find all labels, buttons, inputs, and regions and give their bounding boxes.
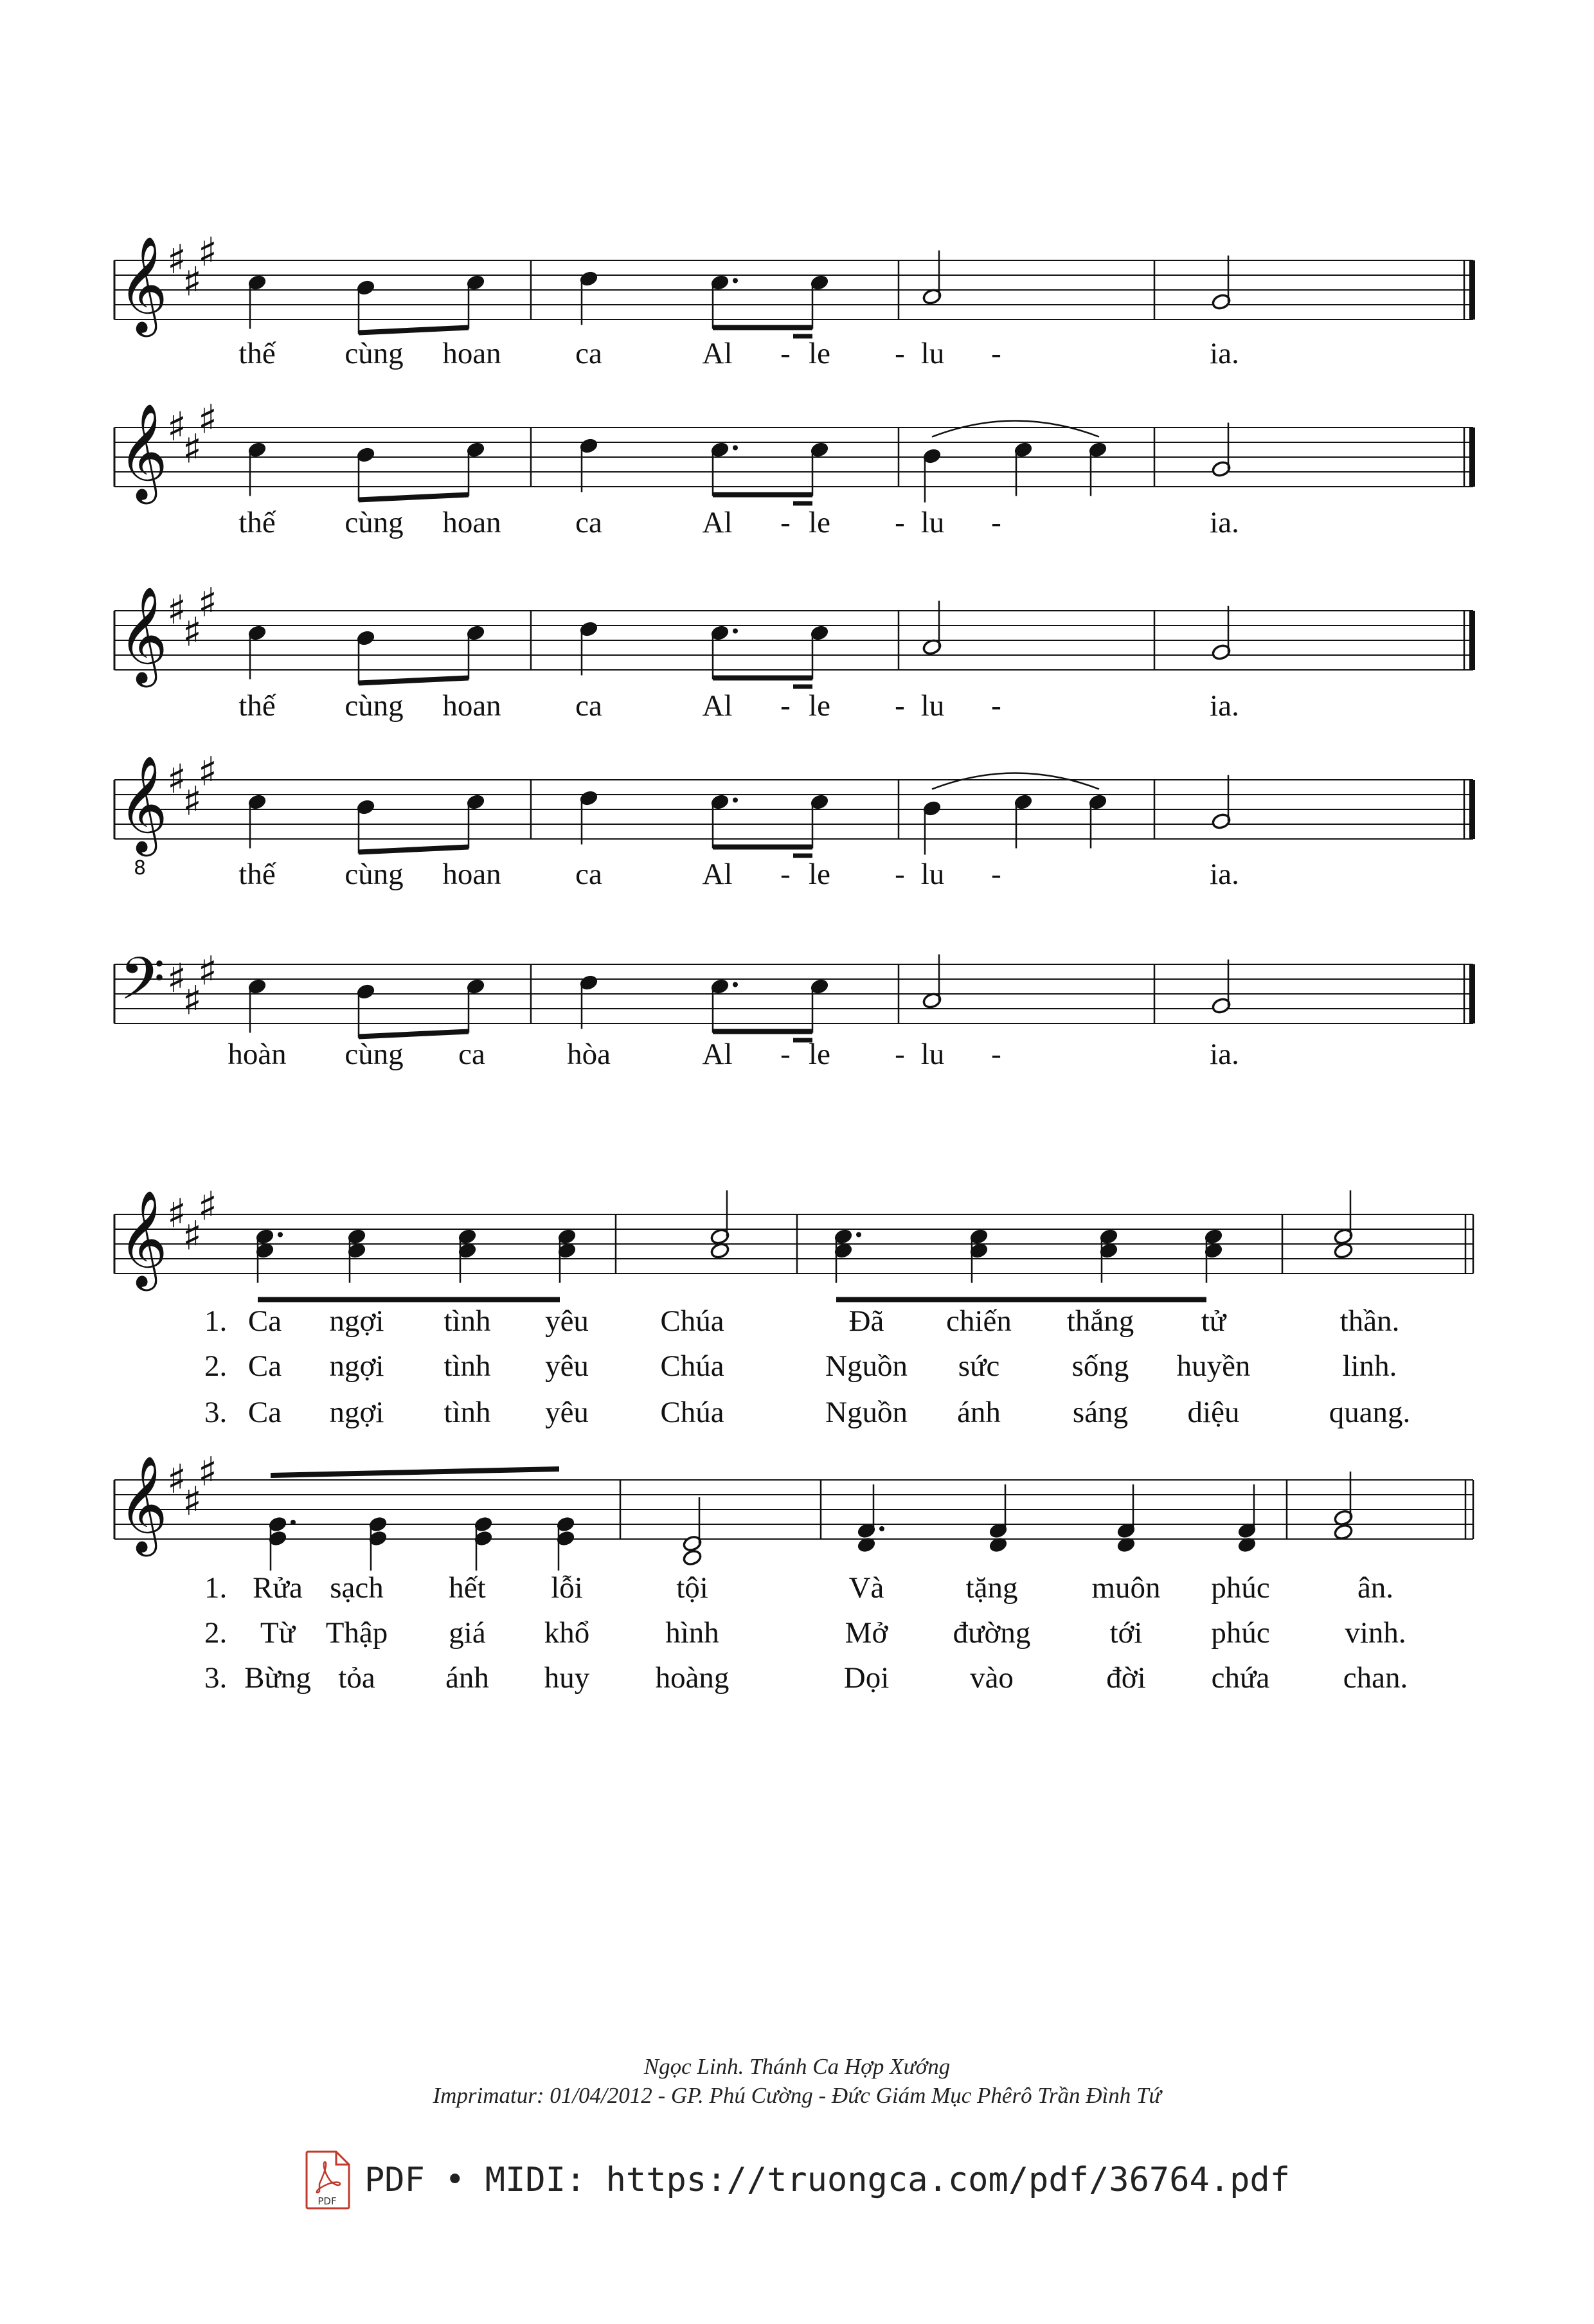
lyric-syllable: sống <box>1071 1349 1129 1383</box>
lyric-syllable: thế <box>238 506 276 539</box>
lyric-syllable: sức <box>958 1349 1000 1383</box>
lyric-syllable: Mở <box>845 1616 888 1650</box>
final-barline <box>1469 964 1475 1023</box>
lyric-syllable: thế <box>238 689 276 723</box>
lyric-syllable: hết <box>449 1571 486 1605</box>
lyric-syllable: sạch <box>330 1571 384 1605</box>
final-barline <box>1469 611 1475 670</box>
lyric-syllable: Al <box>702 337 733 370</box>
lyric-syllable: - <box>895 1038 905 1071</box>
lyric-syllable: Al <box>702 1038 733 1071</box>
lyric-syllable: lỗi <box>551 1571 583 1605</box>
note-head <box>1333 1523 1353 1540</box>
verse-number: 3. <box>204 1396 228 1429</box>
lyric-syllable: le <box>809 858 830 891</box>
lyric-syllable: ca <box>575 689 602 723</box>
beam <box>258 1297 560 1302</box>
lyric-syllable: chan. <box>1343 1661 1408 1695</box>
lyric-syllable: - <box>991 506 1001 539</box>
lyric-syllable: ia. <box>1210 858 1239 891</box>
lyrics <box>204 337 1410 1695</box>
treble-clef: 𝄞 <box>118 1454 168 1553</box>
lyric-syllable: ia. <box>1210 337 1239 370</box>
sharp-sign: ♯ <box>183 258 202 305</box>
lyric-syllable: Dọi <box>843 1661 890 1695</box>
lyric-syllable: ngợi <box>329 1304 384 1338</box>
lyric-syllable: - <box>895 858 905 891</box>
beam <box>836 1297 1206 1302</box>
lyric-syllable: ngợi <box>329 1396 384 1429</box>
lyric-syllable: chứa <box>1211 1661 1270 1695</box>
lyric-syllable: tặng <box>965 1571 1018 1605</box>
lyric-syllable: Al <box>702 506 733 539</box>
lyric-syllable: yêu <box>545 1349 589 1383</box>
lyric-syllable: hòa <box>567 1038 611 1071</box>
lyric-syllable: - <box>991 858 1001 891</box>
final-barline <box>1469 428 1475 487</box>
lyric-syllable: Thập <box>325 1616 388 1650</box>
download-link-row[interactable] <box>0 2150 1594 2210</box>
lyric-syllable: tình <box>443 1304 491 1338</box>
lyric-syllable: phúc <box>1211 1571 1270 1605</box>
beam <box>713 492 812 498</box>
slur <box>932 773 1099 789</box>
lyric-syllable: lu <box>920 689 945 723</box>
verse-number: 3. <box>204 1661 228 1695</box>
verse-number: 2. <box>204 1349 228 1383</box>
lyric-syllable: tử <box>1201 1304 1226 1338</box>
lyric-syllable: Al <box>702 689 733 723</box>
lyric-syllable: khổ <box>544 1616 590 1650</box>
beam <box>713 676 812 681</box>
lyric-syllable: - <box>780 1038 791 1071</box>
octave-mark: 8 <box>134 857 147 880</box>
sharp-sign: ♯ <box>167 1455 187 1502</box>
lyric-syllable: phúc <box>1211 1616 1270 1650</box>
lyric-syllable: lu <box>920 858 945 891</box>
sharp-sign: ♯ <box>198 947 218 995</box>
lyric-syllable: cùng <box>345 506 404 539</box>
lyric-syllable: - <box>895 337 905 370</box>
lyric-syllable: yêu <box>545 1396 589 1429</box>
sharp-sign: ♯ <box>167 236 187 283</box>
lyric-syllable: le <box>809 1038 830 1071</box>
treble-clef: 𝄞 <box>118 235 168 333</box>
sharp-sign: ♯ <box>183 425 202 473</box>
lyric-syllable: hoan <box>442 337 501 370</box>
dot <box>733 982 738 987</box>
lyric-syllable: ca <box>575 506 602 539</box>
beam <box>793 685 812 689</box>
lyric-syllable: tội <box>676 1571 708 1605</box>
lyric-syllable: giá <box>449 1616 486 1650</box>
lyric-syllable: ngợi <box>329 1349 384 1383</box>
lyric-syllable: sáng <box>1072 1396 1129 1429</box>
bass-clef: 𝄢 <box>120 944 165 1027</box>
dot <box>856 1232 861 1238</box>
lyric-syllable: ia. <box>1210 506 1239 539</box>
beam <box>713 1029 812 1034</box>
beam <box>713 845 812 850</box>
lyric-syllable: ca <box>458 1038 485 1071</box>
verse-number: 1. <box>204 1571 228 1605</box>
lyric-syllable: hoan <box>442 858 501 891</box>
staff-lines <box>114 229 1475 1557</box>
beam <box>713 325 812 330</box>
lyric-syllable: Từ <box>260 1616 296 1650</box>
lyric-syllable: ia. <box>1210 689 1239 723</box>
treble-clef: 𝄞 <box>118 402 168 500</box>
lyric-syllable: - <box>895 506 905 539</box>
lyric-syllable: huy <box>544 1661 590 1695</box>
lyric-syllable: Rửa <box>253 1571 303 1605</box>
lyric-syllable: - <box>991 337 1001 370</box>
lyric-syllable: - <box>780 506 791 539</box>
lyric-syllable: yêu <box>545 1304 589 1338</box>
sharp-sign: ♯ <box>167 586 187 633</box>
lyric-syllable: Ca <box>247 1349 282 1383</box>
lyric-syllable: lu <box>920 337 945 370</box>
lyric-syllable: diệu <box>1187 1396 1240 1429</box>
beam <box>359 325 469 336</box>
beam <box>793 501 812 506</box>
lyric-syllable: hoan <box>442 689 501 723</box>
lyric-syllable: ia. <box>1210 1038 1239 1071</box>
lyric-syllable: lu <box>920 506 945 539</box>
lyric-syllable: - <box>780 858 791 891</box>
lyric-syllable: đường <box>953 1616 1031 1650</box>
lyric-syllable: hoan <box>442 506 501 539</box>
lyric-syllable: Chúa <box>660 1396 724 1429</box>
final-barline <box>1469 260 1475 320</box>
dot <box>733 798 738 803</box>
sharp-sign: ♯ <box>167 403 187 450</box>
note-head <box>682 1549 702 1566</box>
lyric-syllable: thế <box>238 337 276 370</box>
dot <box>291 1520 296 1525</box>
final-barline <box>1469 780 1475 839</box>
lyric-syllable: Chúa <box>660 1304 724 1338</box>
dot <box>879 1526 884 1531</box>
sharp-sign: ♯ <box>198 395 218 443</box>
lyric-syllable: Nguồn <box>825 1396 908 1429</box>
lyric-syllable: - <box>991 1038 1001 1071</box>
lyric-syllable: tình <box>443 1396 491 1429</box>
lyric-syllable: ca <box>575 337 602 370</box>
dot <box>733 629 738 634</box>
lyric-syllable: thế <box>238 858 276 891</box>
lyric-syllable: đời <box>1106 1661 1146 1695</box>
pdf-icon-label: PDF <box>318 2195 337 2207</box>
beam <box>359 492 469 503</box>
footer-imprimatur: Imprimatur: 01/04/2012 - GP. Phú Cường - Đức Giám Mục Phêrô Trần Đình Tứ <box>433 2083 1161 2108</box>
lyric-syllable: Ca <box>247 1304 282 1338</box>
lyric-syllable: Đã <box>848 1304 884 1338</box>
lyric-syllable: ánh <box>957 1396 1001 1429</box>
lyric-syllable: cùng <box>345 1038 404 1071</box>
lyric-syllable: thần. <box>1339 1304 1400 1338</box>
lyric-syllable: hoàng <box>655 1661 730 1695</box>
lyric-syllable: - <box>895 689 905 723</box>
lyric-syllable: Bừng <box>244 1661 311 1695</box>
lyric-syllable: tình <box>443 1349 491 1383</box>
sharp-sign: ♯ <box>183 1212 202 1259</box>
sharp-sign: ♯ <box>198 579 218 626</box>
lyric-syllable: cùng <box>345 689 404 723</box>
lyric-syllable: linh. <box>1342 1349 1397 1383</box>
download-link[interactable]: PDF • MIDI: https://truongca.com/pdf/36764.pdf <box>364 2161 1291 2199</box>
footer-source: Ngọc Linh. Thánh Ca Hợp Xướng <box>643 2054 951 2079</box>
sharp-sign: ♯ <box>198 228 218 276</box>
verse-number: 2. <box>204 1616 228 1650</box>
treble-clef: 𝄞 <box>118 1189 168 1287</box>
sharp-sign: ♯ <box>183 608 202 656</box>
treble-clef: 𝄞 <box>118 585 168 683</box>
lyric-syllable: lu <box>920 1038 945 1071</box>
lyric-syllable: huyền <box>1176 1349 1251 1383</box>
lyric-syllable: muôn <box>1091 1571 1161 1605</box>
lyric-syllable: hình <box>665 1616 719 1650</box>
dot <box>278 1232 283 1238</box>
lyric-syllable: Nguồn <box>825 1349 908 1383</box>
lyric-syllable: le <box>809 689 830 723</box>
pdf-file-icon[interactable] <box>304 2150 350 2210</box>
sharp-sign: ♯ <box>183 777 202 825</box>
lyric-syllable: vinh. <box>1345 1616 1406 1650</box>
lyric-syllable: cùng <box>345 337 404 370</box>
lyric-syllable: ân. <box>1357 1571 1394 1605</box>
lyric-syllable: thắng <box>1066 1304 1134 1338</box>
lyric-syllable: Và <box>848 1571 884 1605</box>
lyric-syllable: Al <box>702 858 733 891</box>
beam <box>359 845 469 855</box>
sharp-sign: ♯ <box>167 755 187 802</box>
dot <box>733 278 738 284</box>
sharp-sign: ♯ <box>198 1182 218 1230</box>
beam <box>271 1466 559 1478</box>
slur <box>932 421 1099 437</box>
sharp-sign: ♯ <box>198 748 218 795</box>
sharp-sign: ♯ <box>167 955 187 1002</box>
verse-number: 1. <box>204 1304 228 1338</box>
lyric-syllable: hoàn <box>228 1038 287 1071</box>
beam <box>359 676 469 686</box>
lyric-syllable: ca <box>575 858 602 891</box>
lyric-syllable: vào <box>970 1661 1014 1695</box>
lyric-syllable: tới <box>1109 1616 1143 1650</box>
sharp-sign: ♯ <box>183 1477 202 1525</box>
lyric-syllable: quang. <box>1329 1396 1411 1429</box>
lyric-syllable: Chúa <box>660 1349 724 1383</box>
lyric-syllable: tỏa <box>338 1661 375 1695</box>
sharp-sign: ♯ <box>198 1448 218 1495</box>
lyric-syllable: le <box>809 337 830 370</box>
lyric-syllable: Ca <box>247 1396 282 1429</box>
lyric-syllable: - <box>780 337 791 370</box>
lyric-syllable: cùng <box>345 858 404 891</box>
lyric-syllable: le <box>809 506 830 539</box>
lyric-syllable: - <box>780 689 791 723</box>
treble-clef: 𝄞 <box>118 754 168 852</box>
sharp-sign: ♯ <box>167 1190 187 1237</box>
lyric-syllable: - <box>991 689 1001 723</box>
lyric-syllable: ánh <box>445 1661 489 1695</box>
sharp-sign: ♯ <box>183 977 202 1024</box>
dot <box>733 446 738 451</box>
lyric-syllable: chiến <box>946 1304 1012 1338</box>
